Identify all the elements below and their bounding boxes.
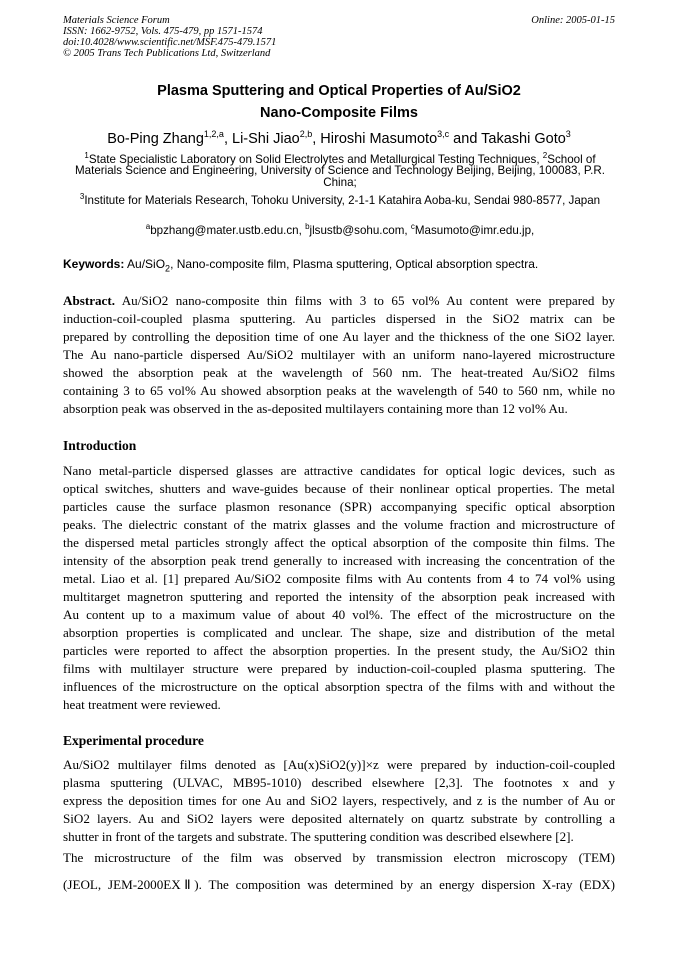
keyword-text: , Nano-composite film, Plasma sputtering, Optical absorption spectra. (170, 257, 539, 271)
author-sup: 1,2,a (203, 129, 224, 139)
title-line-2: Nano-Composite Films (260, 105, 418, 121)
keyword-text: Au/SiO (124, 257, 166, 271)
affil-text: State Specialistic Laboratory on Solid Electrolytes and Metallurgical Testing Techniques, (88, 152, 543, 166)
email: bpzhang@mater.ustb.edu.cn, (150, 223, 306, 237)
intro-line: Au content up to a maximum value of about 40 vol%. The effect of the microstructure on the (63, 607, 615, 622)
intro-line: the dispersed metal particles strongly affect the optical absorption of the composite thin films. The (63, 535, 615, 550)
exp-line: plasma sputtering (ULVAC, MB95-1010) described elsewhere [2,3]. The footnotes x and y (63, 775, 615, 790)
affiliation-1-2 (60, 150, 620, 188)
author-name: Hiroshi Masumoto (320, 130, 438, 147)
intro-line: Nano metal-particle dispersed glasses are attractive candidates for optical logic devices, such as (63, 463, 615, 478)
exp-line: SiO2 layers. Au and SiO2 layers were deposited alternately on quartz substrate by controlling a (63, 811, 615, 826)
intro-line: multitarget magnetron sputtering and reported the intensity of the absorption peak increased with (63, 589, 615, 604)
exp-line: Au/SiO2 multilayer films denoted as [Au(x)SiO2(y)]×z were prepared by induction-coil-coupled (63, 757, 615, 772)
affil-sup: 1 (84, 151, 89, 160)
intro-line: films with multilayer structure were prepared by induction-coil-coupled plasma sputtering. The (63, 661, 615, 676)
exp-line: The microstructure of the film was observed by transmission electron microscopy (TEM) (63, 850, 615, 865)
exp-line: express the deposition times for one Au and SiO2 layers, respectively, and z is the number of Au or (63, 793, 615, 808)
exp-line: shutter in front of the targets and substrate. The sputtering condition was described elsewhere [2]. (63, 829, 574, 844)
email-sup: a (145, 222, 151, 231)
email-line (60, 221, 620, 236)
paper-title (40, 80, 638, 124)
intro-line: metal. Liao et al. [1] prepared Au/SiO2 composite films with Au contents from 4 to 74 vol% using (63, 571, 615, 586)
intro-line: particles were reported to affect the absorption properties. In the present study, the Au/SiO2 thin (63, 643, 615, 658)
keywords-label: Keywords: (63, 257, 125, 271)
intro-line: intensity of the absorption peak trend generally to increased with increasing the concentration of the (63, 553, 615, 568)
keywords (63, 257, 623, 273)
author-sup: 3,c (437, 129, 450, 139)
author-separator: , (223, 130, 233, 147)
intro-line: absorption properties is complicated and unclear. The shape, size and distribution of the metal (63, 625, 615, 640)
author-name: Li-Shi Jiao (232, 130, 300, 147)
doi: doi:10.4028/www.scientific.net/MSF.475-479.1571 (63, 37, 277, 48)
keyword-sub: 2 (165, 263, 171, 274)
online-date: Online: 2005-01-15 (531, 15, 615, 26)
abstract-line: absorption peak was observed in the as-deposited multilayers containing more than 12 vol% Au. (63, 401, 568, 416)
email: jlsustb@sohu.com, (309, 223, 411, 237)
section-heading-introduction: Introduction (63, 438, 137, 453)
abstract-line: induction-coil-coupled plasma sputtering. Au particles dispersed in the SiO2 matrix can be (63, 311, 615, 326)
experimental-body (63, 756, 615, 894)
affil-text: School of Materials Science and Engineering, University of Science and Technology Beijing, Beijing, 100083, P.R. China; (75, 152, 605, 189)
email-sup: c (410, 222, 415, 231)
abstract-line: showed the absorption peak at the wavelength of 560 nm. The heat-treated Au/SiO2 films (63, 365, 615, 380)
abstract-line: The Au nano-particle dispersed Au/SiO2 multilayer with an uniform nano-layered microstructure (63, 347, 615, 362)
intro-line: particles cause the surface plasmon resonance (SPR) accompanying specific optical absorption (63, 499, 615, 514)
section-heading-experimental: Experimental procedure (63, 733, 204, 748)
intro-line: influences of the microstructure on the optical absorption spectra of the films with and without the (63, 679, 615, 694)
intro-line: optical switches, shutters and wave-guides because of their nonlinear optical properties. The metal (63, 481, 615, 496)
abstract (63, 292, 615, 418)
author-and: and (449, 130, 482, 147)
author-name: Bo-Ping Zhang (107, 130, 204, 147)
email-sup: b (305, 222, 310, 231)
affil-text: Institute for Materials Research, Tohoku University, 2-1-1 Katahira Aoba-ku, Sendai 980-8577, Japan (84, 193, 601, 207)
intro-line: peaks. The dielectric constant of the matrix glasses and the volume fraction and microstructure of (63, 517, 615, 532)
abstract-line: containing 3 to 65 vol% Au showed absorption peaks at the wavelength of 540 to 560 nm, while no (63, 383, 615, 398)
author-separator: , (312, 130, 321, 147)
author-sup: 3 (565, 129, 571, 139)
affiliation-3 (60, 191, 620, 206)
abstract-line (63, 292, 615, 310)
abstract-label: Abstract. (63, 293, 115, 308)
journal-name: Materials Science Forum (63, 15, 170, 26)
issn: ISSN: 1662-9752, Vols. 475-479, pp 1571-1574 (63, 26, 263, 37)
affil-sup: 3 (79, 192, 85, 201)
author-name: Takashi Goto (481, 130, 566, 147)
title-line-1: Plasma Sputtering and Optical Properties of Au/SiO2 (157, 83, 521, 99)
abstract-line: prepared by controlling the deposition time of one Au layer and the thickness of the one SiO2 layer. (63, 329, 615, 344)
abstract-text: Au/SiO2 nano-composite thin films with 3 to 65 vol% Au content were prepared by (115, 293, 615, 308)
affil-sup: 2 (542, 151, 548, 160)
introduction-body (63, 462, 615, 714)
article-metadata (63, 15, 615, 59)
intro-line: heat treatment were reviewed. (63, 697, 221, 712)
copyright: © 2005 Trans Tech Publications Ltd, Switzerland (63, 48, 271, 59)
email: Masumoto@imr.edu.jp, (414, 223, 535, 237)
exp-line: (JEOL, JEM-2000EXⅡ). The composition was determined by an energy dispersion X-ray (EDX) (63, 877, 615, 892)
author-list (30, 124, 648, 149)
author-sup: 2,b (299, 129, 313, 139)
